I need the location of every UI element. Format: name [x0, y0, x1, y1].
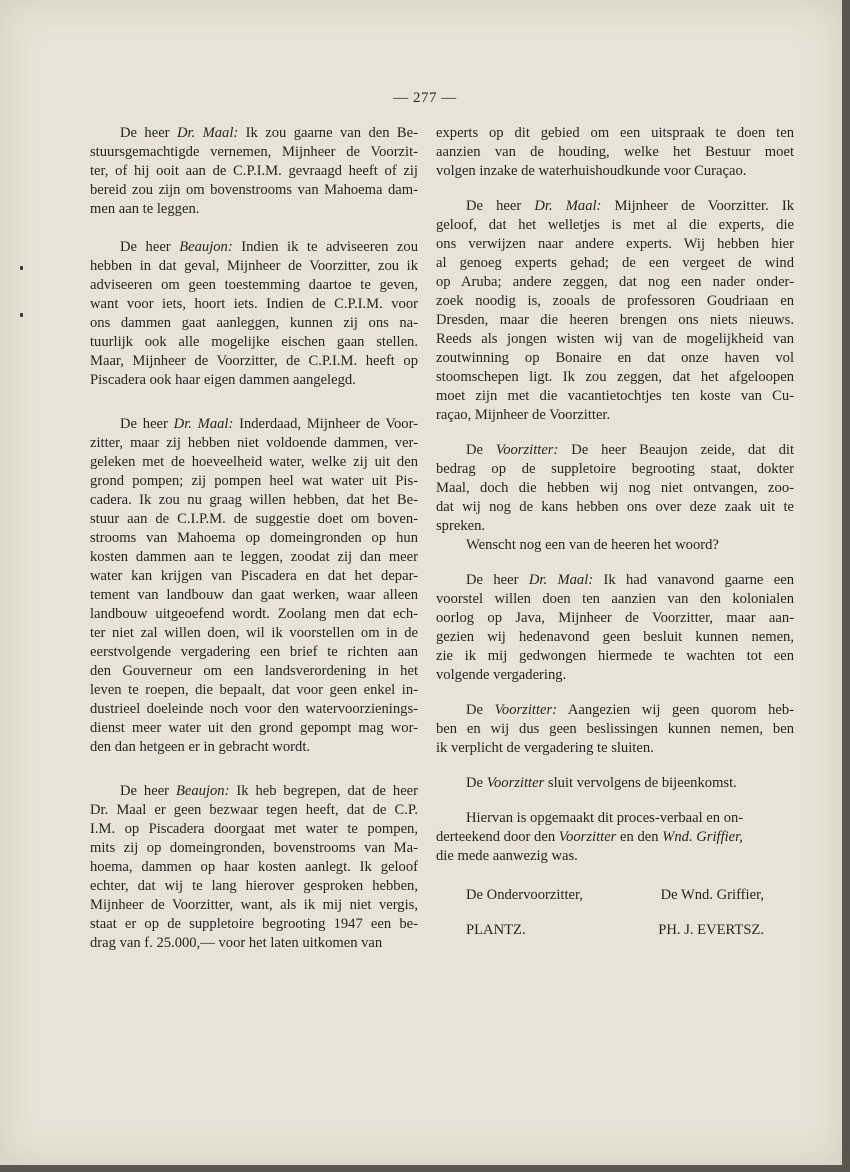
text-line: den dan hetgeen er in gebracht wordt. [90, 739, 311, 755]
text-line: leven te roepen, die bepaalt, dat voor geen enkel in- [90, 682, 418, 698]
speaker-prefix: De [466, 702, 484, 718]
text-line: drag van f. 25.000,— voor het laten uitkomen van [90, 935, 383, 951]
text-line: hebben in dat geval, Mijnheer de Voorzitter, zou ik [90, 258, 418, 274]
signature-title-right: De Wnd. Griffier, [660, 887, 764, 903]
text-line: cadera. Ik zou nu graag willen hebben, dat het Be- [90, 492, 418, 508]
text-span: Voorzitter [558, 829, 617, 845]
text-span: Mijnheer de Voorzitter. Ik [614, 198, 794, 214]
text-span: Aangezien wij geen quorom heb- [567, 702, 795, 718]
text-line: op Aruba; andere zeggen, dat nog een nader onder- [436, 274, 794, 290]
text-line: experts op dit gebied om een uitspraak te doen ten [436, 125, 794, 141]
speaker-name: Voorzitter: [495, 442, 559, 458]
speaker-prefix: De [466, 442, 484, 458]
text-line: stuur aan de C.I.P.M. de suggestie doet om boven- [90, 511, 418, 527]
text-line: ik verplicht de vergadering te sluiten. [436, 740, 654, 756]
text-line: Dr. Maal er geen bezwaar tegen heeft, dat de C.P. [90, 802, 418, 818]
text-line: kosten dammen aan te leggen, zoodat zij dan meer [90, 549, 418, 565]
text-line: zoek noodig is, zooals de professoren Goudriaan en [436, 293, 794, 309]
closing-text: sluit vervolgens de bijeenkomst. [547, 775, 737, 791]
text-line: staat er op de suppletoire begrooting 1947 een be- [90, 916, 418, 932]
text-line: aanzien van de houding, welke het Bestuur moet [436, 144, 794, 160]
text-line: echter, dat wij te lang hierover gesproken hebben, [90, 878, 418, 894]
text-line: strooms van Mahoema op domeingronden op hun [90, 530, 418, 546]
text-line: eerstvolgende vergadering een brief te richten aan [90, 644, 418, 660]
question-line: Wenscht nog een van de heeren het woord? [466, 537, 719, 553]
margin-mark [20, 313, 23, 317]
speaker-name: Voorzitter: [494, 702, 558, 718]
signature-titles [436, 886, 794, 905]
speaker-prefix: De heer [120, 416, 168, 432]
text-line: Piscadera ook haar eigen dammen aangelegd. [90, 372, 356, 388]
text-line: Hiervan is opgemaakt dit proces-verbaal en on- [466, 810, 744, 826]
text-line: geleken met de hoeveelheid water, welke zij uit den [90, 454, 418, 470]
left-paragraph [90, 415, 418, 757]
text-line: stuursgemachtigde vernemen, Mijnheer de Voorzit- [90, 144, 418, 160]
speaker-name: Dr. Maal: [176, 125, 239, 141]
text-line: grond pompen; zij pompen heel wat water uit Pis- [90, 473, 418, 489]
paragraph-proces-verbaal [436, 809, 794, 866]
text-line [436, 828, 794, 847]
paragraph-voorzitter-2 [436, 701, 794, 758]
text-line [436, 197, 794, 216]
text-line: al genoeg experts gehad; de een vergeet de wind [436, 255, 794, 271]
text-line: men aan te leggen. [90, 201, 200, 217]
text-line: geloof, dat het welletjes is met al die experts, die [436, 217, 794, 233]
text-line: stoomschepen ligt. Ik zou zeggen, dat het afgeloopen [436, 369, 794, 385]
margin-mark [20, 266, 23, 270]
text-line: mits zij op domeingronden, bovenstrooms van Ma- [90, 840, 418, 856]
text-line: tement van landbouw dan gaat werken, waar alleen [90, 587, 418, 603]
text-line: ons verwijzen naar andere experts. Wij hebben hier [436, 236, 794, 252]
speaker-prefix: De [466, 775, 484, 791]
text-line: moet zijn met die vacantietochtjes ten koste van Cu- [436, 388, 794, 404]
text-line: den Gouverneur om een landsverordening in het [90, 663, 418, 679]
text-line: ons dammen gaat aanleggen, kunnen zij ons na- [90, 315, 418, 331]
text-line: Maal, doch die hebben wij nog niet ontvangen, zoo- [436, 480, 794, 496]
text-line [436, 441, 794, 460]
text-line: dustrieel doeleinde noch voor den watervoorzienings- [90, 701, 418, 717]
signature-name-left: PLANTZ. [466, 922, 526, 938]
speaker-name: Dr. Maal: [528, 572, 594, 588]
text-line: volgen inzake de waterhuishoudkunde voor Curaçao. [436, 163, 747, 179]
right-column [436, 124, 794, 940]
text-line: spreken. [436, 518, 486, 534]
speaker-name: Dr. Maal: [534, 198, 602, 214]
speaker-name: Beaujon: [175, 783, 230, 799]
continuation-paragraph [436, 124, 794, 181]
text-line: ter niet zal willen doen, wil ik voorstellen om in de [90, 625, 418, 641]
text-span: Ik had vanavond gaarne een [603, 572, 794, 588]
text-line: zitter, maar zij hebben niet voldoende dammen, ver- [90, 435, 418, 451]
speaker-prefix: De heer [466, 572, 519, 588]
left-paragraph [90, 238, 418, 390]
page-number: — 277 — [393, 90, 457, 106]
text-line [436, 701, 794, 720]
text-span: derteekend door den [436, 829, 556, 845]
speaker-prefix: De heer [466, 198, 522, 214]
left-column [90, 124, 418, 953]
text-line: Reeds als jongen wisten wij van de mogelijkheid van [436, 331, 794, 347]
speaker-prefix: De heer [120, 239, 171, 255]
text-line: landbouw uitgeoefend wordt. Zoolang men dat ech- [90, 606, 418, 622]
text-span: De heer Beaujon zeide, dat dit [571, 442, 794, 458]
speaker-name: Dr. Maal: [173, 416, 234, 432]
text-line [90, 415, 418, 434]
signature-name-right: PH. J. EVERTSZ. [658, 922, 764, 938]
speaker-prefix: De heer [120, 783, 170, 799]
text-line: tuurlijk ook alle mogelijke eischen gaan stellen. [90, 334, 418, 350]
text-line [90, 238, 418, 257]
text-line [436, 571, 794, 590]
text-span: Ik zou gaarne van den Be- [245, 125, 418, 141]
signature-names [436, 921, 794, 940]
text-line: gezien wij hedenavond geen besluit kunnen nemen, [436, 629, 794, 645]
text-line: zie ik mij gedwongen hiermede te wachten tot een [436, 648, 794, 664]
speaker-prefix: De heer [120, 125, 170, 141]
text-line: Dresden, maar die heeren brengen ons niets nieuws. [436, 312, 794, 328]
text-line: bereid zou zijn om bovenstrooms van Mahoema dam- [90, 182, 418, 198]
text-line: adviseeren om geen toestemming daartoe te geven, [90, 277, 418, 293]
text-line [90, 124, 418, 143]
signature-title-left: De Ondervoorzitter, [466, 887, 583, 903]
left-paragraph [90, 782, 418, 953]
text-span: Indien ik te adviseeren zou [241, 239, 418, 255]
text-span: Inderdaad, Mijnheer de Voor- [239, 416, 419, 432]
text-line: dat wij nog de kans hebben ons over deze zaak uit te [436, 499, 794, 515]
text-line: zoutwinning op Bonaire en dat onze haven vol [436, 350, 794, 366]
text-line: ter, of hij ooit aan de C.P.I.M. gevraagd heeft of zij [90, 163, 418, 179]
text-line: bedrag op de suppletoire begrooting staat, dokter [436, 461, 794, 477]
text-line: dienst meer water uit den grond gepompt mag wor- [90, 720, 418, 736]
paragraph-maal-1 [436, 197, 794, 425]
text-line: die mede aanwezig was. [436, 848, 578, 864]
speaker-name: Voorzitter [486, 775, 545, 791]
text-line [90, 782, 418, 801]
text-line: I.M. op Piscadera doorgaat met water te pompen, [90, 821, 418, 837]
text-line: volgende vergadering. [436, 667, 567, 683]
text-line: Maar, Mijnheer de Voorzitter, de C.P.I.M. heeft op [90, 353, 418, 369]
text-line: raçao, Mijnheer de Voorzitter. [436, 407, 611, 423]
paragraph-voorzitter-1 [436, 441, 794, 536]
text-span: Ik heb begrepen, dat de heer [236, 783, 419, 799]
text-line: ben en wij dus geen beslissingen kunnen nemen, ben [436, 721, 794, 737]
text-span: en den [620, 829, 659, 845]
left-paragraph [90, 124, 418, 219]
text-line: hoema, dammen op haar kosten aanlegt. Ik geloof [90, 859, 418, 875]
paragraph-maal-2 [436, 571, 794, 685]
text-line: Mijnheer de Voorzitter, want, als ik mij niet vergis, [90, 897, 418, 913]
paragraph-closing [436, 774, 794, 793]
text-line: water kan krijgen van Piscadera en dat het depar- [90, 568, 418, 584]
text-line: want voor iets, hoort iets. Indien de C.P.I.M. voor [90, 296, 418, 312]
text-span: Wnd. Griffier, [662, 829, 743, 845]
speaker-name: Beaujon: [179, 239, 233, 255]
text-line: oorlog op Java, Mijnheer de Voorzitter, maar aan- [436, 610, 794, 626]
text-line: voorstel willen doen ten aanzien van den kolonialen [436, 591, 794, 607]
